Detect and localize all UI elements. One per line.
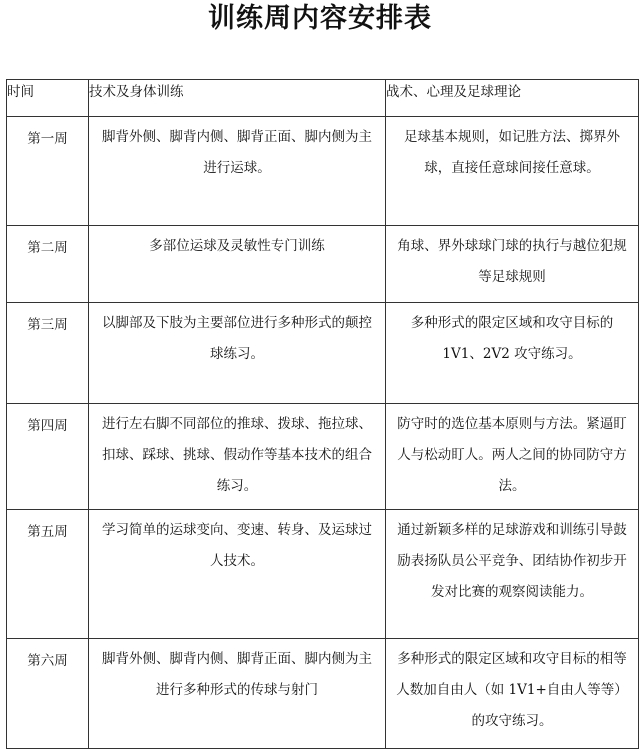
technique-cell: 以脚部及下肢为主要部位进行多种形式的颠控球练习。 <box>89 303 386 404</box>
week-cell: 第五周 <box>7 510 89 639</box>
tactics-cell: 防守时的选位基本原则与方法。紧逼盯人与松动盯人。两人之间的协同防守方法。 <box>386 404 639 510</box>
tactics-cell: 多种形式的限定区域和攻守目标的 1V1、2V2 攻守练习。 <box>386 303 639 404</box>
table-row <box>7 404 639 510</box>
tactics-cell: 多种形式的限定区域和攻守目标的相等人数加自由人（如 1V1+自由人等等）的攻守练习。 <box>386 639 639 749</box>
week-cell: 第一周 <box>7 117 89 226</box>
week-cell: 第三周 <box>7 303 89 404</box>
page-title: 训练周内容安排表 <box>208 3 432 34</box>
technique-cell: 进行左右脚不同部位的推球、拨球、拖拉球、扣球、踩球、挑球、假动作等基本技术的组合练习。 <box>89 404 386 510</box>
technique-cell: 脚背外侧、脚背内侧、脚背正面、脚内侧为主进行运球。 <box>89 117 386 226</box>
tactics-cell: 角球、界外球球门球的执行与越位犯规等足球规则 <box>386 226 639 303</box>
tactics-cell: 通过新颖多样的足球游戏和训练引导鼓励表扬队员公平竞争、团结协作初步开发对比赛的观察阅读能力。 <box>386 510 639 639</box>
header-technique: 技术及身体训练 <box>89 80 386 117</box>
header-time: 时间 <box>7 80 89 117</box>
table-header-row <box>7 80 639 117</box>
technique-cell: 脚背外侧、脚背内侧、脚背正面、脚内侧为主进行多种形式的传球与射门 <box>89 639 386 749</box>
header-tactics: 战术、心理及足球理论 <box>386 80 639 117</box>
table-row <box>7 639 639 749</box>
technique-cell: 学习简单的运球变向、变速、转身、及运球过人技术。 <box>89 510 386 639</box>
table-row <box>7 510 639 639</box>
week-cell: 第四周 <box>7 404 89 510</box>
week-cell: 第二周 <box>7 226 89 303</box>
table-row <box>7 303 639 404</box>
week-cell: 第六周 <box>7 639 89 749</box>
technique-cell: 多部位运球及灵敏性专门训练 <box>89 226 386 303</box>
table-row <box>7 226 639 303</box>
tactics-cell: 足球基本规则，如记胜方法、掷界外球，直接任意球间接任意球。 <box>386 117 639 226</box>
table-row <box>7 117 639 226</box>
schedule-table <box>6 79 639 749</box>
